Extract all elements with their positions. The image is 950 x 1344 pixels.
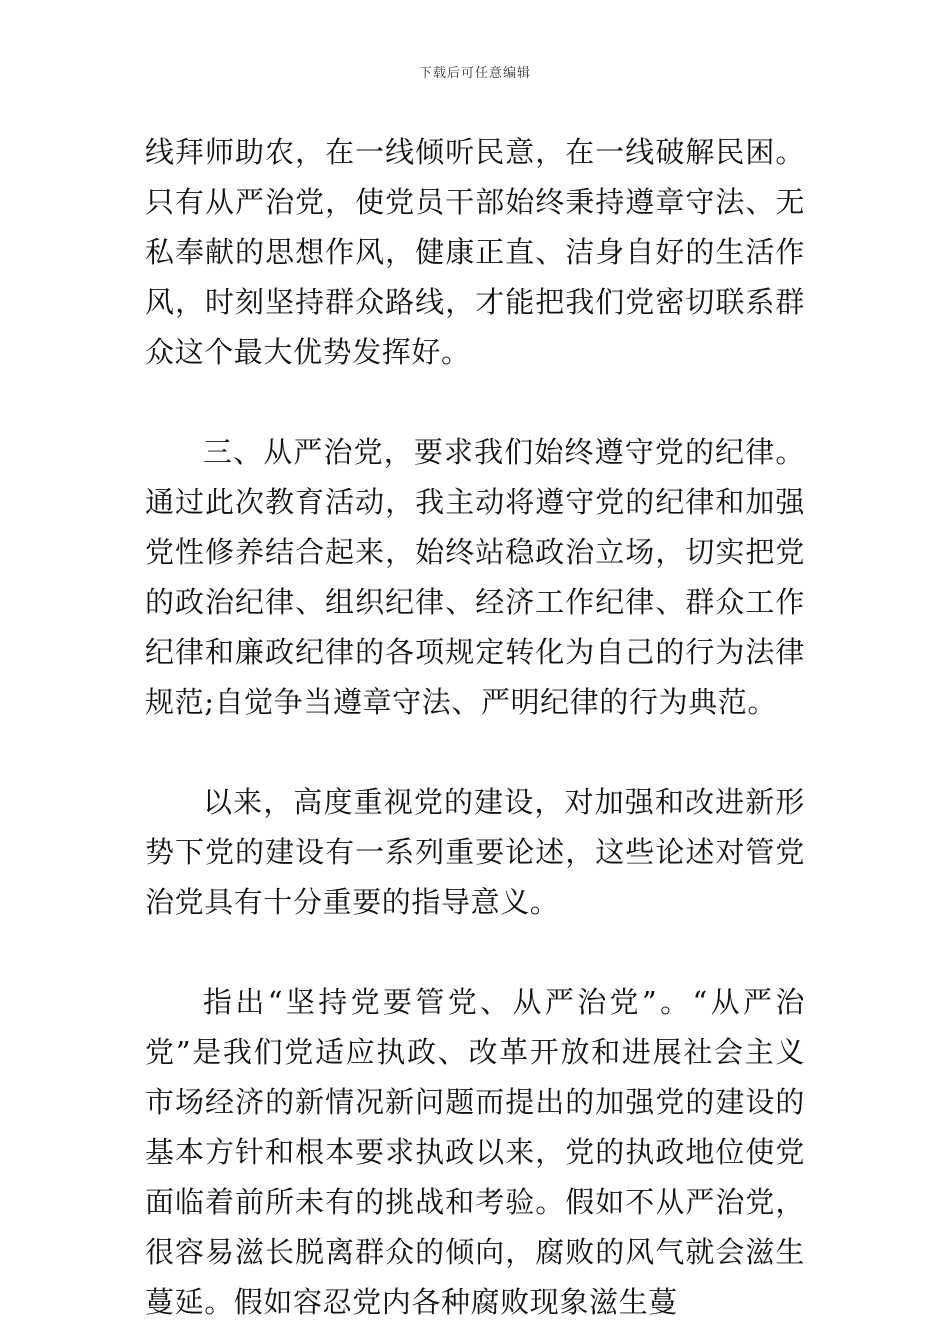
paragraph-2: 三、从严治党，要求我们始终遵守党的纪律。通过此次教育活动，我主动将遵守党的纪律和加强党性修养结合起来，始终站稳政治立场，切实把党的政治纪律、组织纪律、经济工作纪律、群众工作纪律和廉政纪律的各项规定转化为自己的行为法律规范;自觉争当遵章守法、严明纪律的行为典范。 [145,435,805,719]
paragraph-1: 线拜师助农，在一线倾听民意，在一线破解民困。只有从严治党，使党员干部始终秉持遵章守法、无私奉献的思想作风，健康正直、洁身自好的生活作风，时刻坚持群众路线，才能把我们党密切联系群众这个最大优势发挥好。 [145,135,805,369]
paragraph-gap [145,377,805,427]
paragraph-3: 以来，高度重视党的建设，对加强和改进新形势下党的建设有一系列重要论述，这些论述对管党治党具有十分重要的指导意义。 [145,785,805,919]
header-note: 下载后可任意编辑 [418,66,531,81]
paragraph-gap [145,927,805,977]
paragraph-gap [145,727,805,777]
document-body [145,127,805,1327]
paragraph-4: 指出“坚持党要管党、从严治党”。“从严治党”是我们党适应执政、改革开放和进展社会主义市场经济的新情况新问题而提出的加强党的建设的基本方针和根本要求执政以来，党的执政地位使党面临着前所未有的挑战和考验。假如不从严治党，很容易滋长脱离群众的倾向，腐败的风气就会滋生蔓延。假如容忍党内各种腐败现象滋生蔓 [145,985,805,1319]
